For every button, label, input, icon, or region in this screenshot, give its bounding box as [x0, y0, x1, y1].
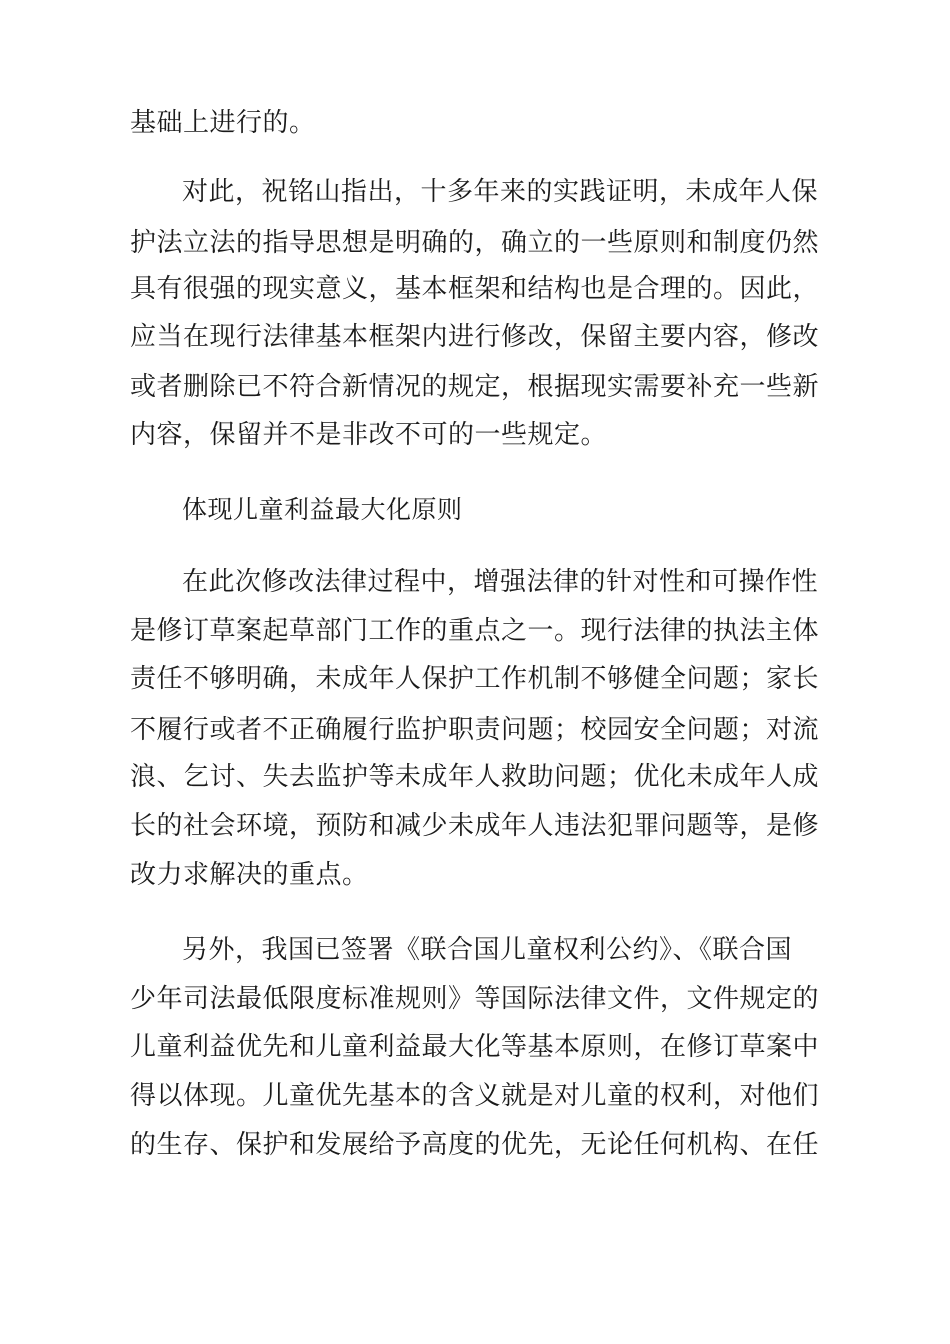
paragraph-3-line: 是修订草案起草部门工作的重点之一。现行法律的执法主体: [130, 616, 820, 646]
paragraph-2-line: 护法立法的指导思想是明确的，确立的一些原则和制度仍然: [130, 228, 820, 258]
paragraph-3-line: 浪、乞讨、失去监护等未成年人救助问题；优化未成年人成: [130, 762, 820, 792]
paragraph-3-line: 不履行或者不正确履行监护职责问题；校园安全问题；对流: [130, 715, 820, 745]
paragraph-3-line: 长的社会环境，预防和减少未成年人违法犯罪问题等，是修: [130, 811, 820, 841]
paragraph-4-line: 另外，我国已签署《联合国儿童权利公约》、《联合国: [182, 935, 793, 965]
paragraph-1-line: 基础上进行的。: [130, 108, 316, 138]
paragraph-2-line: 或者删除已不符合新情况的规定，根据现实需要补充一些新: [130, 372, 820, 402]
paragraph-3-line: 责任不够明确，未成年人保护工作机制不够健全问题；家长: [130, 664, 820, 694]
paragraph-2-line: 具有很强的现实意义，基本框架和结构也是合理的。因此，: [130, 274, 820, 304]
paragraph-3-line: 改力求解决的重点。: [130, 860, 369, 890]
paragraph-4-line: 得以体现。儿童优先基本的含义就是对儿童的权利，对他们: [130, 1081, 820, 1111]
section-heading: 体现儿童利益最大化原则: [182, 495, 463, 524]
paragraph-4-line: 少年司法最低限度标准规则》等国际法律文件，文件规定的: [130, 984, 820, 1014]
paragraph-2-line: 内容，保留并不是非改不可的一些规定。: [130, 420, 608, 450]
paragraph-2-line: 应当在现行法律基本框架内进行修改，保留主要内容，修改: [130, 322, 820, 352]
paragraph-4-line: 儿童利益优先和儿童利益最大化等基本原则，在修订草案中: [130, 1032, 820, 1062]
paragraph-4-line: 的生存、保护和发展给予高度的优先，无论任何机构、在任: [130, 1130, 820, 1160]
paragraph-2-line: 对此，祝铭山指出，十多年来的实践证明，未成年人保: [182, 177, 819, 207]
paragraph-3-line: 在此次修改法律过程中，增强法律的针对性和可操作性: [182, 567, 819, 597]
